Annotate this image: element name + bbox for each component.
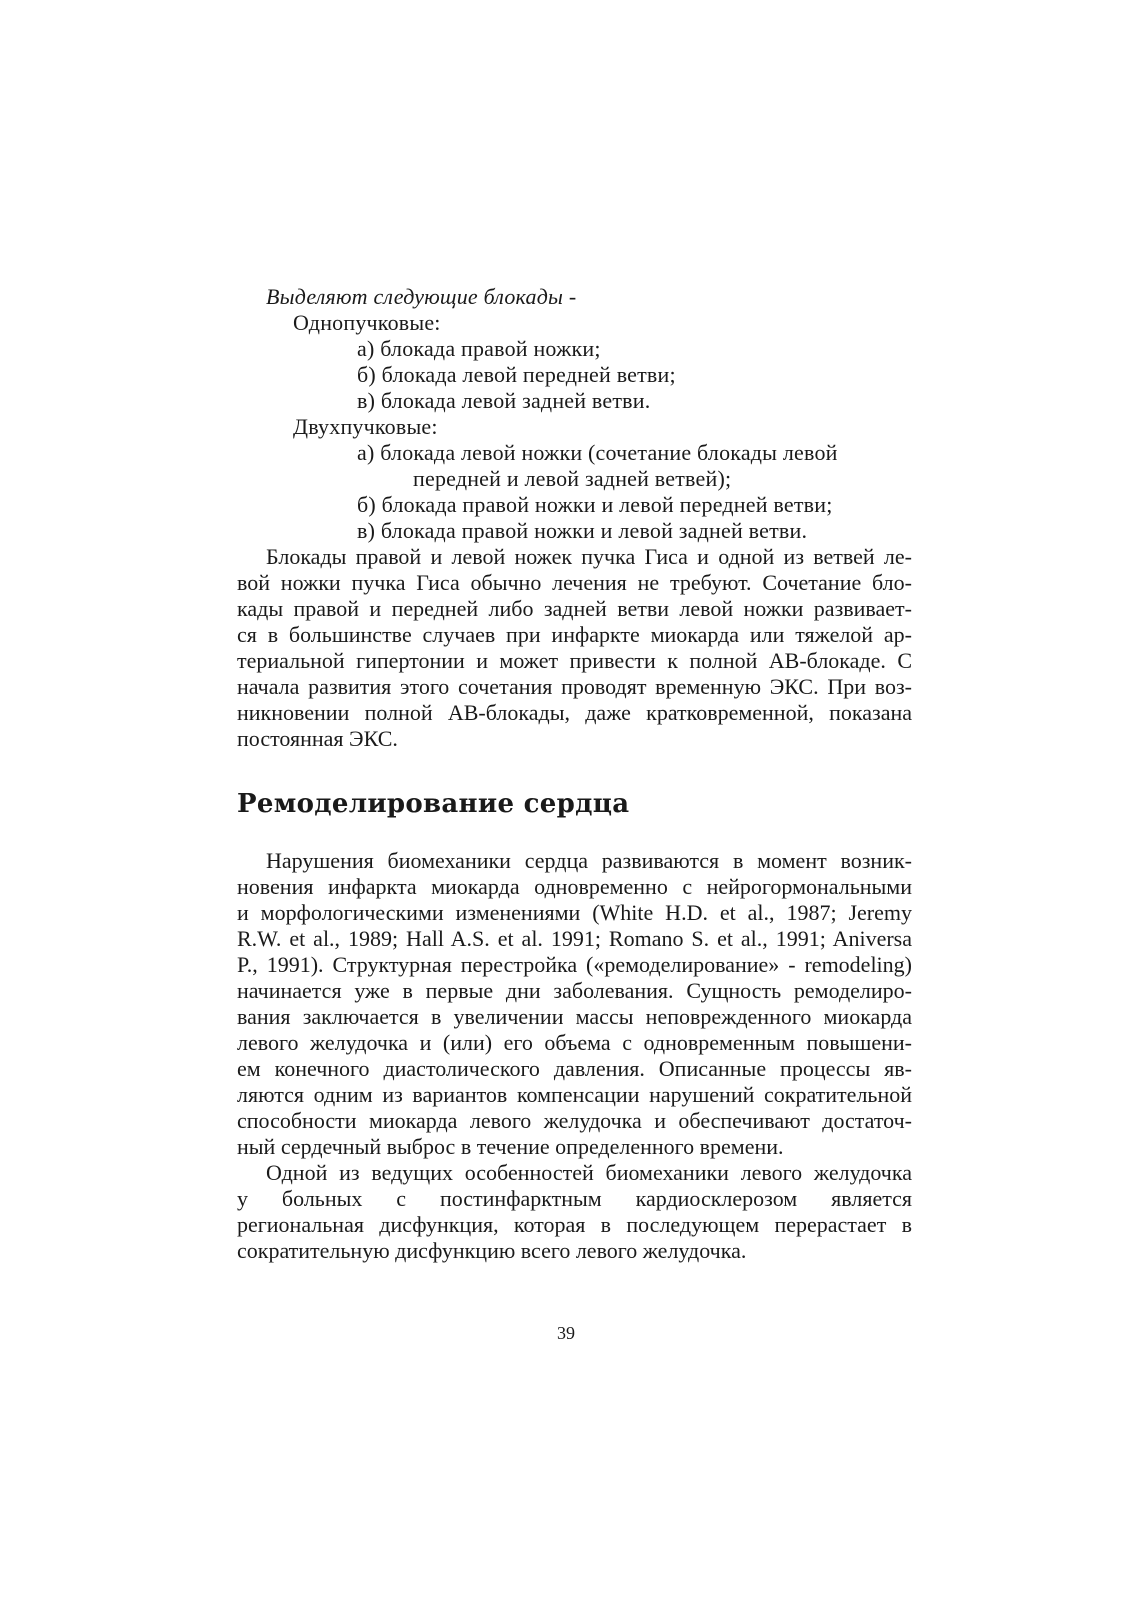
paragraph-line: региональная дисфункция, которая в последующем перерастает в bbox=[237, 1212, 912, 1237]
paragraph-line: у больных с постинфарктным кардиосклерозом является bbox=[237, 1186, 912, 1211]
list-item: в) блокада левой задней ветви. bbox=[357, 388, 651, 413]
paragraph-line: P., 1991). Структурная перестройка («ремоделирование» - remodeling) bbox=[237, 952, 912, 977]
paragraph-line: и морфологическими изменениями (White H.D. et al., 1987; Jeremy bbox=[237, 900, 912, 925]
list-item: в) блокада правой ножки и левой задней ветви. bbox=[357, 518, 808, 543]
paragraph-line: Одной из ведущих особенностей биомеханики левого желудочка bbox=[266, 1160, 912, 1185]
single-bundle-title: Однопучковые: bbox=[293, 310, 441, 335]
paragraph-line: териальной гипертонии и может привести к полной АВ-блокаде. С bbox=[237, 648, 912, 673]
list-item: б) блокада правой ножки и левой передней ветви; bbox=[357, 492, 833, 517]
paragraph-line: начала развития этого сочетания проводят временную ЭКС. При воз- bbox=[237, 674, 912, 699]
paragraph-line: ся в большинстве случаев при инфаркте миокарда или тяжелой ар- bbox=[237, 622, 912, 647]
paragraph-line: начинается уже в первые дни заболевания. Сущность ремоделиро- bbox=[237, 978, 912, 1003]
paragraph-line: постоянная ЭКС. bbox=[237, 726, 398, 751]
paragraph-line: Нарушения биомеханики сердца развиваются в момент возник- bbox=[266, 848, 912, 873]
double-bundle-title: Двухпучковые: bbox=[293, 414, 438, 439]
list-intro: Выделяют следующие блокады - bbox=[266, 284, 577, 309]
paragraph-line: способности миокарда левого желудочка и обеспечивают достаточ- bbox=[237, 1108, 912, 1133]
paragraph-line: кады правой и передней либо задней ветви левой ножки развивает- bbox=[237, 596, 912, 621]
paragraph-line: Блокады правой и левой ножек пучка Гиса и одной из ветвей ле- bbox=[266, 544, 912, 569]
paragraph-line: левого желудочка и (или) его объема с одновременным повышени- bbox=[237, 1030, 912, 1055]
paragraph-line: никновении полной АВ-блокады, даже кратковременной, показана bbox=[237, 700, 912, 725]
page-number: 39 bbox=[557, 1323, 575, 1343]
paragraph-line: ный сердечный выброс в течение определенного времени. bbox=[237, 1134, 784, 1159]
paragraph-line: вания заключается в увеличении массы неповрежденного миокарда bbox=[237, 1004, 912, 1029]
list-item-continuation: передней и левой задней ветвей); bbox=[413, 466, 732, 491]
list-item: а) блокада левой ножки (сочетание блокады левой bbox=[357, 440, 838, 465]
section-heading: Ремоделирование сердца bbox=[237, 789, 630, 819]
paragraph-line: вой ножки пучка Гиса обычно лечения не требуют. Сочетание бло- bbox=[237, 570, 912, 595]
list-item: а) блокада правой ножки; bbox=[357, 336, 601, 361]
paragraph-line: новения инфаркта миокарда одновременно с нейрогормональными bbox=[237, 874, 912, 899]
list-item: б) блокада левой передней ветви; bbox=[357, 362, 676, 387]
paragraph-line: ем конечного диастолического давления. Описанные процессы яв- bbox=[237, 1056, 912, 1081]
paragraph-line: R.W. et al., 1989; Hall A.S. et al. 1991; Romano S. et al., 1991; Aniversa bbox=[237, 926, 912, 951]
paragraph-line: сократительную дисфункцию всего левого желудочка. bbox=[237, 1238, 747, 1263]
paragraph-line: ляются одним из вариантов компенсации нарушений сократительной bbox=[237, 1082, 912, 1107]
